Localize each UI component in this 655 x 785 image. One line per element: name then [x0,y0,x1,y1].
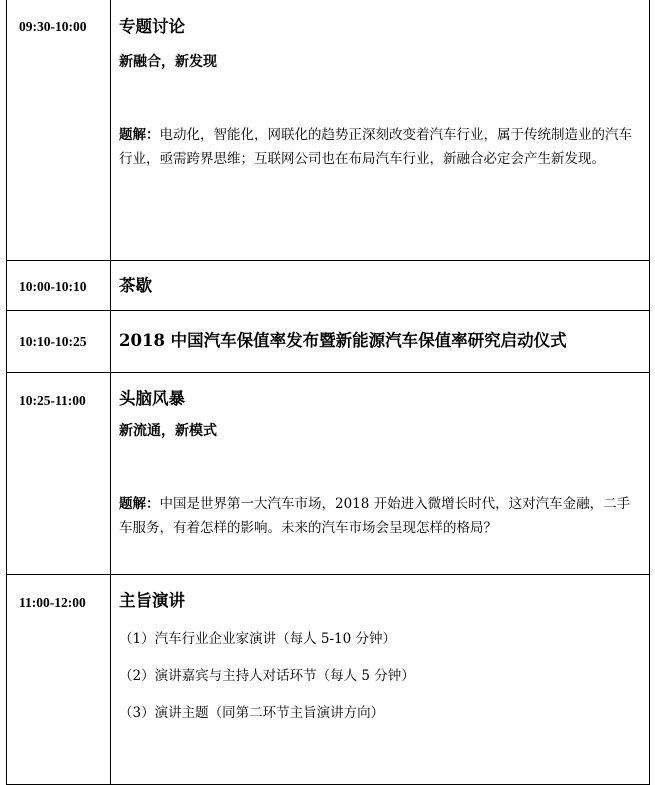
schedule-row [7,373,650,575]
session-content [111,0,650,261]
session-subtitle: 新融合，新发现 [119,54,217,70]
session-description [119,123,641,171]
session-content [111,261,650,311]
session-title: 主旨演讲 [119,591,185,610]
session-content [111,575,650,785]
session-title: 头脑风暴 [119,389,185,408]
description-text: 电动化，智能化，网联化的趋势正深刻改变着汽车行业，属于传统制造业的汽车行业，亟需跨界思维；互联网公司也在布局汽车行业，新融合必定会产生新发现。 [119,127,632,167]
schedule-table [6,0,650,785]
schedule-row [7,575,650,785]
session-content [111,373,650,575]
list-item: （2）演讲嘉宾与主持人对话环节（每人 5 分钟） [119,668,415,684]
session-time: 10:00-10:10 [7,261,111,311]
session-title: 专题讨论 [119,17,185,36]
session-content [111,311,650,373]
schedule-row [7,311,650,373]
list-item: （1）汽车行业企业家演讲（每人 5-10 分钟） [119,631,396,647]
list-item: （3）演讲主题（同第二环节主旨演讲方向） [119,705,385,721]
description-text: 中国是世界第一大汽车市场，2018 开始进入微增长时代，这对汽车金融，二手车服务，有着怎样的影响。未来的汽车市场会呈现怎样的格局？ [119,496,631,536]
schedule-row [7,0,650,261]
session-time: 10:25-11:00 [7,373,111,575]
description-label: 题解： [119,496,160,512]
schedule-row [7,261,650,311]
session-time: 10:10-10:25 [7,311,111,373]
session-title: 茶歇 [119,276,152,295]
description-label: 题解： [119,127,160,143]
session-description [119,492,641,540]
session-time: 09:30-10:00 [7,0,111,261]
session-subtitle: 新流通，新模式 [119,423,217,439]
session-title: 2018 中国汽车保值率发布暨新能源汽车保值率研究启动仪式 [119,331,567,350]
session-time: 11:00-12:00 [7,575,111,785]
